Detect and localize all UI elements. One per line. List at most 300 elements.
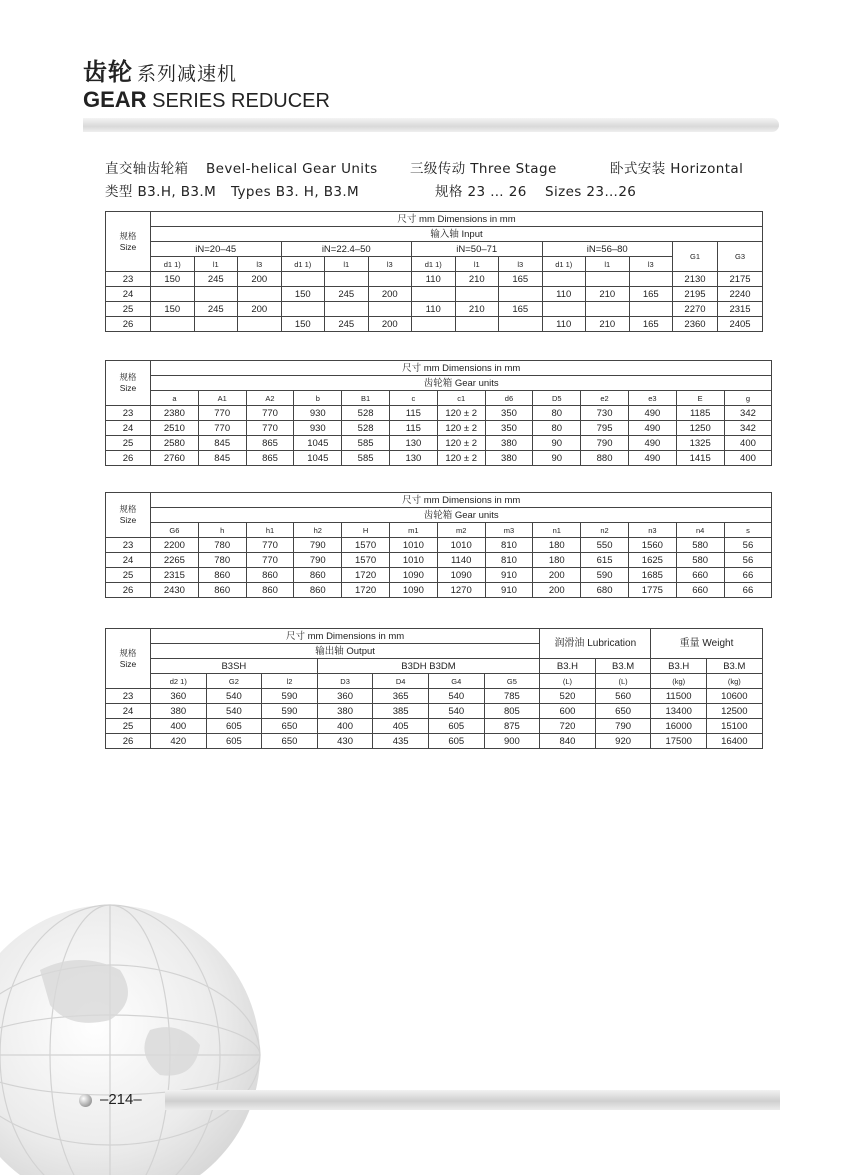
weight-type: B3.H <box>651 659 707 674</box>
gear-unit-table-1 <box>105 360 772 466</box>
value-cell: 350 <box>485 421 533 436</box>
ratio-group: iN=20–45 <box>151 242 282 257</box>
value-cell <box>629 272 673 287</box>
value-cell: 840 <box>540 734 596 749</box>
column-header: h2 <box>294 523 342 538</box>
value-cell: 435 <box>373 734 429 749</box>
value-cell: 1270 <box>437 583 485 598</box>
gear-units-heading: 齿轮箱 Gear units <box>151 376 772 391</box>
value-cell: 120 ± 2 <box>437 436 485 451</box>
value-cell: 380 <box>485 451 533 466</box>
value-cell: 1775 <box>628 583 676 598</box>
value-cell: 150 <box>151 302 195 317</box>
column-header-row <box>106 523 772 538</box>
value-cell: 15100 <box>706 719 762 734</box>
value-cell: 180 <box>533 538 581 553</box>
value-cell: 2510 <box>151 421 199 436</box>
value-cell: 2580 <box>151 436 199 451</box>
column-header: d1 1) <box>412 257 456 272</box>
table-row <box>106 421 772 436</box>
value-cell: 400 <box>317 719 373 734</box>
value-cell <box>455 317 499 332</box>
value-cell: 56 <box>724 538 772 553</box>
value-cell: 790 <box>294 553 342 568</box>
value-cell: 13400 <box>651 704 707 719</box>
column-header: (L) <box>595 674 651 689</box>
value-cell: 1720 <box>342 583 390 598</box>
value-cell: 1720 <box>342 568 390 583</box>
value-cell: 790 <box>581 436 629 451</box>
value-cell: 528 <box>342 406 390 421</box>
header-bar <box>83 118 779 132</box>
table-row <box>106 689 763 704</box>
column-header: m3 <box>485 523 533 538</box>
column-header: d1 1) <box>151 257 195 272</box>
value-cell: 770 <box>198 421 246 436</box>
intro-text: 卧式安装 Horizontal <box>610 161 744 177</box>
value-cell: 845 <box>198 436 246 451</box>
value-cell: 865 <box>246 451 294 466</box>
column-header: h <box>198 523 246 538</box>
value-cell: 180 <box>533 553 581 568</box>
value-cell: 360 <box>317 689 373 704</box>
column-header: c1 <box>437 391 485 406</box>
value-cell <box>325 272 369 287</box>
size-header: 规格 Size <box>106 493 151 538</box>
column-header: G4 <box>428 674 484 689</box>
page-header <box>83 52 330 112</box>
value-cell: 1570 <box>342 553 390 568</box>
value-cell: 380 <box>485 436 533 451</box>
value-cell: 2195 <box>673 287 718 302</box>
value-cell: 770 <box>198 406 246 421</box>
value-cell: 200 <box>238 272 282 287</box>
bullet-icon <box>79 1094 92 1107</box>
value-cell <box>499 317 543 332</box>
value-cell: 200 <box>368 287 412 302</box>
value-cell: 770 <box>246 538 294 553</box>
value-cell: 875 <box>484 719 540 734</box>
size-cell: 26 <box>106 451 151 466</box>
value-cell: 200 <box>368 317 412 332</box>
intro-text: Types B3. H, B3.M <box>231 184 360 200</box>
size-cell: 23 <box>106 689 151 704</box>
value-cell: 2265 <box>151 553 199 568</box>
ratio-group: iN=22.4–50 <box>281 242 412 257</box>
column-header: D3 <box>317 674 373 689</box>
value-cell: 528 <box>342 421 390 436</box>
value-cell: 80 <box>533 421 581 436</box>
value-cell: 165 <box>629 287 673 302</box>
value-cell <box>368 302 412 317</box>
value-cell: 585 <box>342 451 390 466</box>
value-cell: 1010 <box>389 553 437 568</box>
value-cell: 865 <box>246 436 294 451</box>
column-header: n2 <box>581 523 629 538</box>
column-header-row <box>106 391 772 406</box>
value-cell: 2760 <box>151 451 199 466</box>
value-cell: 420 <box>151 734 207 749</box>
table-row <box>106 436 772 451</box>
value-cell: 650 <box>595 704 651 719</box>
value-cell <box>151 287 195 302</box>
size-cell: 23 <box>106 406 151 421</box>
value-cell: 2315 <box>151 568 199 583</box>
value-cell: 16400 <box>706 734 762 749</box>
column-header: E <box>676 391 724 406</box>
value-cell: 590 <box>262 689 318 704</box>
size-cell: 24 <box>106 704 151 719</box>
table-row <box>106 538 772 553</box>
column-header-row <box>106 674 763 689</box>
column-header: B1 <box>342 391 390 406</box>
value-cell: 2200 <box>151 538 199 553</box>
value-cell: 2405 <box>718 317 763 332</box>
value-cell <box>542 272 586 287</box>
value-cell: 1010 <box>389 538 437 553</box>
value-cell: 490 <box>628 436 676 451</box>
column-header: m1 <box>389 523 437 538</box>
value-cell <box>325 302 369 317</box>
value-cell: 110 <box>542 317 586 332</box>
value-cell: 520 <box>540 689 596 704</box>
column-header: l3 <box>499 257 543 272</box>
input-heading: 输入轴 Input <box>151 227 763 242</box>
value-cell <box>238 287 282 302</box>
value-cell: 130 <box>389 436 437 451</box>
dimensions-heading: 尺寸 mm Dimensions in mm <box>151 493 772 508</box>
value-cell: 2130 <box>673 272 718 287</box>
value-cell: 365 <box>373 689 429 704</box>
column-header: a <box>151 391 199 406</box>
value-cell: 770 <box>246 553 294 568</box>
value-cell: 245 <box>194 272 238 287</box>
weight-heading: 重量 Weight <box>651 629 762 659</box>
value-cell <box>412 287 456 302</box>
output-table-body <box>106 689 763 749</box>
value-cell: 115 <box>389 406 437 421</box>
value-cell: 2380 <box>151 406 199 421</box>
column-header: c <box>389 391 437 406</box>
value-cell: 680 <box>581 583 629 598</box>
value-cell: 150 <box>281 317 325 332</box>
intro-text: Bevel-helical Gear Units <box>206 161 378 177</box>
column-header: l1 <box>586 257 630 272</box>
value-cell: 860 <box>198 568 246 583</box>
value-cell: 605 <box>206 719 262 734</box>
value-cell: 580 <box>676 553 724 568</box>
column-header: (kg) <box>706 674 762 689</box>
value-cell: 600 <box>540 704 596 719</box>
output-heading: 输出轴 Output <box>151 644 540 659</box>
value-cell: 360 <box>151 689 207 704</box>
table-row <box>106 583 772 598</box>
header-en <box>83 89 330 112</box>
column-header: l3 <box>629 257 673 272</box>
value-cell: 210 <box>586 317 630 332</box>
value-cell: 605 <box>428 734 484 749</box>
value-cell: 2360 <box>673 317 718 332</box>
value-cell <box>455 287 499 302</box>
value-cell: 590 <box>262 704 318 719</box>
value-cell: 660 <box>676 583 724 598</box>
value-cell: 110 <box>542 287 586 302</box>
weight-type: B3.M <box>706 659 762 674</box>
size-header: 规格 Size <box>106 361 151 406</box>
lubrication-type: B3.H <box>540 659 596 674</box>
value-cell: 110 <box>412 302 456 317</box>
value-cell: 165 <box>499 302 543 317</box>
value-cell: 920 <box>595 734 651 749</box>
value-cell: 660 <box>676 568 724 583</box>
value-cell: 16000 <box>651 719 707 734</box>
gear-units-heading: 齿轮箱 Gear units <box>151 508 772 523</box>
value-cell: 342 <box>724 421 772 436</box>
value-cell: 560 <box>595 689 651 704</box>
table-row <box>106 719 763 734</box>
value-cell: 245 <box>325 287 369 302</box>
intro-text: 三级传动 Three Stage <box>410 161 557 177</box>
value-cell: 1090 <box>389 568 437 583</box>
intro-text: 类型 B3.H, B3.M <box>105 184 217 200</box>
value-cell: 615 <box>581 553 629 568</box>
value-cell: 1325 <box>676 436 724 451</box>
value-cell: 115 <box>389 421 437 436</box>
footer-bar <box>165 1090 780 1110</box>
value-cell: 1250 <box>676 421 724 436</box>
value-cell: 342 <box>724 406 772 421</box>
column-header: A2 <box>246 391 294 406</box>
output-table <box>105 628 763 749</box>
lubrication-heading: 润滑油 Lubrication <box>540 629 651 659</box>
dimensions-heading: 尺寸 mm Dimensions in mm <box>151 629 540 644</box>
value-cell: 860 <box>294 568 342 583</box>
column-header: G1 <box>673 242 718 272</box>
column-header: (kg) <box>651 674 707 689</box>
value-cell <box>368 272 412 287</box>
dimensions-heading: 尺寸 mm Dimensions in mm <box>151 212 763 227</box>
value-cell: 910 <box>485 568 533 583</box>
value-cell: 860 <box>246 568 294 583</box>
value-cell: 245 <box>325 317 369 332</box>
value-cell: 1045 <box>294 436 342 451</box>
value-cell: 930 <box>294 406 342 421</box>
value-cell: 930 <box>294 421 342 436</box>
value-cell: 795 <box>581 421 629 436</box>
value-cell: 17500 <box>651 734 707 749</box>
size-header: 规格 Size <box>106 629 151 689</box>
value-cell: 790 <box>595 719 651 734</box>
column-header: G6 <box>151 523 199 538</box>
value-cell: 430 <box>317 734 373 749</box>
value-cell: 810 <box>485 553 533 568</box>
size-cell: 25 <box>106 719 151 734</box>
column-header: l1 <box>325 257 369 272</box>
value-cell: 845 <box>198 451 246 466</box>
value-cell: 90 <box>533 436 581 451</box>
header-en-small: SERIES REDUCER <box>152 90 330 112</box>
header-en-big: GEAR <box>83 87 147 112</box>
value-cell <box>499 287 543 302</box>
value-cell: 605 <box>428 719 484 734</box>
column-header: (L) <box>540 674 596 689</box>
size-cell: 24 <box>106 287 151 302</box>
header-cn-big: 齿轮 <box>83 58 133 86</box>
value-cell <box>281 272 325 287</box>
value-cell <box>629 302 673 317</box>
value-cell: 860 <box>246 583 294 598</box>
value-cell: 380 <box>151 704 207 719</box>
value-cell <box>194 287 238 302</box>
type-group: B3DH B3DM <box>317 659 539 674</box>
value-cell: 540 <box>428 704 484 719</box>
value-cell: 805 <box>484 704 540 719</box>
column-header: n4 <box>676 523 724 538</box>
column-header: e3 <box>628 391 676 406</box>
value-cell: 120 ± 2 <box>437 421 485 436</box>
value-cell: 380 <box>317 704 373 719</box>
value-cell: 650 <box>262 719 318 734</box>
gear-table-1-body <box>106 406 772 466</box>
value-cell: 580 <box>676 538 724 553</box>
column-header: D5 <box>533 391 581 406</box>
table-row <box>106 734 763 749</box>
value-cell: 120 ± 2 <box>437 451 485 466</box>
size-cell: 23 <box>106 538 151 553</box>
value-cell: 200 <box>533 568 581 583</box>
column-header: s <box>724 523 772 538</box>
table-row <box>106 317 763 332</box>
value-cell: 165 <box>499 272 543 287</box>
value-cell: 405 <box>373 719 429 734</box>
globe-graphic <box>0 880 300 1175</box>
intro-text: 规格 23 … 26 <box>435 184 527 200</box>
value-cell: 165 <box>629 317 673 332</box>
column-header: d2 1) <box>151 674 207 689</box>
value-cell: 770 <box>246 406 294 421</box>
value-cell: 1140 <box>437 553 485 568</box>
value-cell: 490 <box>628 406 676 421</box>
value-cell: 585 <box>342 436 390 451</box>
value-cell: 66 <box>724 583 772 598</box>
value-cell: 80 <box>533 406 581 421</box>
value-cell: 860 <box>198 583 246 598</box>
value-cell: 110 <box>412 272 456 287</box>
input-table-body <box>106 272 763 332</box>
table-row <box>106 451 772 466</box>
value-cell: 1010 <box>437 538 485 553</box>
value-cell: 350 <box>485 406 533 421</box>
dimensions-heading: 尺寸 mm Dimensions in mm <box>151 361 772 376</box>
value-cell: 790 <box>294 538 342 553</box>
value-cell: 210 <box>586 287 630 302</box>
ratio-group: iN=50–71 <box>412 242 543 257</box>
type-group: B3SH <box>151 659 318 674</box>
value-cell: 720 <box>540 719 596 734</box>
value-cell: 910 <box>485 583 533 598</box>
value-cell: 150 <box>151 272 195 287</box>
value-cell: 2430 <box>151 583 199 598</box>
gear-unit-table-2 <box>105 492 772 598</box>
value-cell: 56 <box>724 553 772 568</box>
size-cell: 25 <box>106 568 151 583</box>
column-header-row <box>106 257 763 272</box>
input-dimensions-table <box>105 211 763 332</box>
value-cell: 490 <box>628 451 676 466</box>
size-cell: 25 <box>106 436 151 451</box>
value-cell: 770 <box>246 421 294 436</box>
value-cell: 210 <box>455 302 499 317</box>
size-header: 规格 Size <box>106 212 151 272</box>
column-header: l1 <box>194 257 238 272</box>
value-cell: 550 <box>581 538 629 553</box>
table-row <box>106 302 763 317</box>
ratio-group: iN=56–80 <box>542 242 673 257</box>
lubrication-type: B3.M <box>595 659 651 674</box>
value-cell: 605 <box>206 734 262 749</box>
column-header: d6 <box>485 391 533 406</box>
value-cell: 540 <box>206 704 262 719</box>
column-header: n3 <box>628 523 676 538</box>
value-cell: 1625 <box>628 553 676 568</box>
table-row <box>106 406 772 421</box>
value-cell: 490 <box>628 421 676 436</box>
value-cell: 90 <box>533 451 581 466</box>
value-cell: 400 <box>724 451 772 466</box>
column-header: d1 1) <box>542 257 586 272</box>
column-header: g <box>724 391 772 406</box>
value-cell: 540 <box>428 689 484 704</box>
size-cell: 26 <box>106 317 151 332</box>
table-row <box>106 287 763 302</box>
header-cn-small: 系列减速机 <box>137 63 238 85</box>
header-cn <box>83 52 330 87</box>
size-cell: 26 <box>106 734 151 749</box>
value-cell: 785 <box>484 689 540 704</box>
value-cell: 780 <box>198 553 246 568</box>
value-cell: 810 <box>485 538 533 553</box>
size-cell: 24 <box>106 421 151 436</box>
value-cell: 590 <box>581 568 629 583</box>
value-cell: 2270 <box>673 302 718 317</box>
value-cell <box>194 317 238 332</box>
value-cell <box>586 272 630 287</box>
size-cell: 24 <box>106 553 151 568</box>
value-cell <box>586 302 630 317</box>
value-cell: 11500 <box>651 689 707 704</box>
value-cell <box>412 317 456 332</box>
column-header: H <box>342 523 390 538</box>
column-header: G3 <box>718 242 763 272</box>
value-cell: 1045 <box>294 451 342 466</box>
value-cell: 210 <box>455 272 499 287</box>
size-cell: 26 <box>106 583 151 598</box>
value-cell: 730 <box>581 406 629 421</box>
column-header: h1 <box>246 523 294 538</box>
value-cell: 1090 <box>437 568 485 583</box>
column-header: A1 <box>198 391 246 406</box>
value-cell: 66 <box>724 568 772 583</box>
value-cell: 10600 <box>706 689 762 704</box>
value-cell: 1090 <box>389 583 437 598</box>
column-header: e2 <box>581 391 629 406</box>
value-cell: 1560 <box>628 538 676 553</box>
value-cell: 1685 <box>628 568 676 583</box>
value-cell <box>281 302 325 317</box>
value-cell: 120 ± 2 <box>437 406 485 421</box>
column-header: G5 <box>484 674 540 689</box>
size-cell: 25 <box>106 302 151 317</box>
